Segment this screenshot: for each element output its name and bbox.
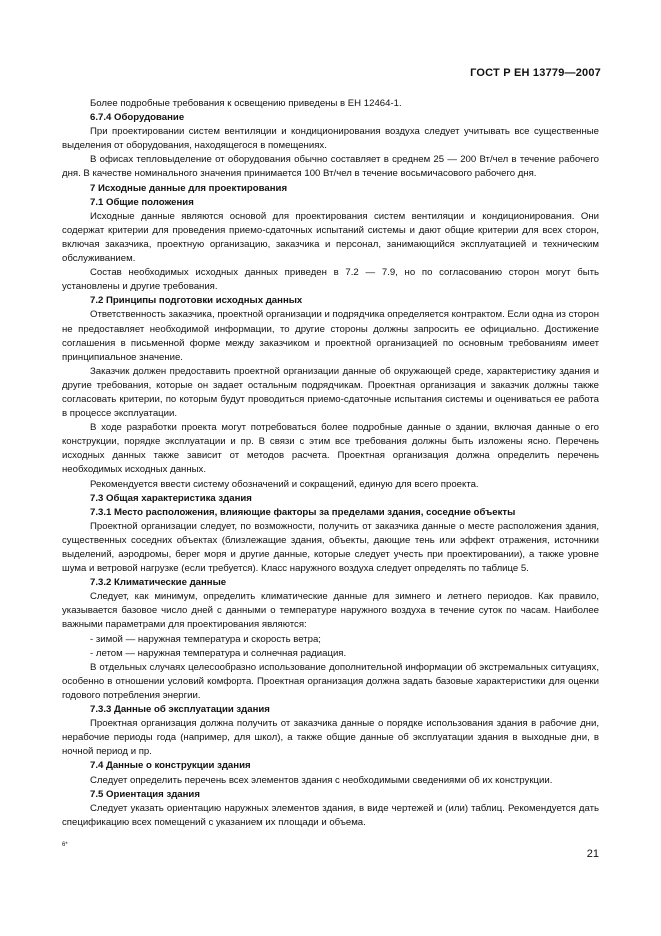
paragraph: Исходные данные являются основой для проектирования систем вентиляции и кондиционирования. Они содержат критерии для проведения приемо-сдаточных испытаний системы и дают общие критерии для всех сторон, включая заказчика, проектную организацию, заказчика и персонал, занимающийся эксплуатацией и техническим обслуживанием. [62,210,599,265]
section-heading: 7.3.2 Климатические данные [90,577,227,589]
paragraph: В офисах тепловыделение от оборудования обычно составляет в среднем 25 — 200 Вт/чел в течение рабочего дня. В качестве номинального значения принимается 100 Вт/чел в течение восьмичасового рабочего дня. [62,154,599,180]
paragraph: Следует определить перечень всех элементов здания с необходимыми сведениями об их конструкции. [90,774,553,786]
paragraph: При проектировании систем вентиляции и кондиционирования воздуха следует учитывать все существенные выделения от оборудования, находящегося в помещениях. [62,126,599,152]
paragraph: Более подробные требования к освещению приведены в ЕН 12464-1. [90,98,402,109]
section-heading: 7.1 Общие положения [90,196,194,208]
section-heading: 7.4 Данные о конструкции здания [90,760,251,772]
paragraph: В ходе разработки проекта могут потребоваться более подробные данные о здании, включая данные о его конструкции, порядке эксплуатации и пр. В связи с этим все требования должны быть изложены ясно. Перечень исходных данных также зависит от методов расчета. Проектная организация должна определить перечень необходимых исходных данных. [62,422,599,476]
document-id-header: ГОСТ Р ЕН 13779—2007 [470,67,601,79]
paragraph: Рекомендуется ввести систему обозначений и сокращений, единую для всего проекта. [90,478,479,490]
section-heading: 6.7.4 Оборудование [90,112,185,124]
section-heading: 7.3.3 Данные об эксплуатации здания [90,704,270,716]
section-heading: 7.5 Ориентация здания [90,788,200,800]
list-item: - летом — наружная температура и солнечная радиация. [90,647,347,659]
paragraph: Следует, как минимум, определить климатические данные для зимнего и летнего периодов. Как правило, указывается базовое число дней с данными о температуре наружного воздуха в течение суток по часам. Наиболее важными параметрами для проектирования являются: [62,591,599,631]
signature-mark: 6* [62,842,68,848]
paragraph: Состав необходимых исходных данных приведен в 7.2 — 7.9, но по согласованию сторон могут быть установлены и другие требования. [62,267,599,293]
page-number: 21 [586,848,599,860]
paragraph: Ответственность заказчика, проектной организации и подрядчика определяется контрактом. Если одна из сторон не предоставляет необходимой информации, то другие стороны должны запросить ее официально. Достижение соглашения в письменной форме между заказчиком и проектной организацией по основным требованиям имеет принципиальное значение. [62,309,599,363]
paragraph: Проектная организация должна получить от заказчика данные о порядке использования здания в рабочие дни, нерабочие периоды года (например, для школ), а также общие данные об эксплуатации здания в выходные дни, в ночной период и пр. [62,718,599,758]
paragraph: Следует указать ориентацию наружных элементов здания, в виде чертежей и (или) таблиц. Рекомендуется дать спецификацию всех помещений с указанием их площади и объема. [62,802,599,828]
section-heading: 7.3 Общая характеристика здания [90,492,252,504]
section-heading: 7.2 Принципы подготовки исходных данных [90,295,303,307]
paragraph: В отдельных случаях целесообразно использование дополнительной информации об экстремальных ситуациях, особенно в отношении условий комфорта. Проектная организация должна задать базовые характеристики для оценки годового потребления энергии. [62,661,599,701]
section-heading: 7 Исходные данные для проектирования [90,182,288,194]
paragraph: Заказчик должен предоставить проектной организации данные об окружающей среде, характеристику здания и другие требования, которые он задает остальным подрядчикам. Проектная организация и заказчик должны также согласовать критерии, по которым будут проводиться приемо-сдаточные испытания системы и оцениваться ее работа в процессе эксплуатации. [62,365,599,420]
list-item: - зимой — наружная температура и скорость ветра; [90,633,321,645]
paragraph: Проектной организации следует, по возможности, получить от заказчика данные о месте расположения здания, существенных соседних объектах (близлежащие здания, объекты, дающие тень или эффект отражения, источники выделений, аэродромы, берег моря и другие данные, которые следует учесть при проектировании), а также уровне шума и ветровой нагрузке (если требуется). Класс наружного воздуха следует определять по таблице 5. [62,520,599,575]
section-heading: 7.3.1 Место расположения, влияющие факторы за пределами здания, соседние объекты [90,506,516,518]
document-body [62,97,599,830]
